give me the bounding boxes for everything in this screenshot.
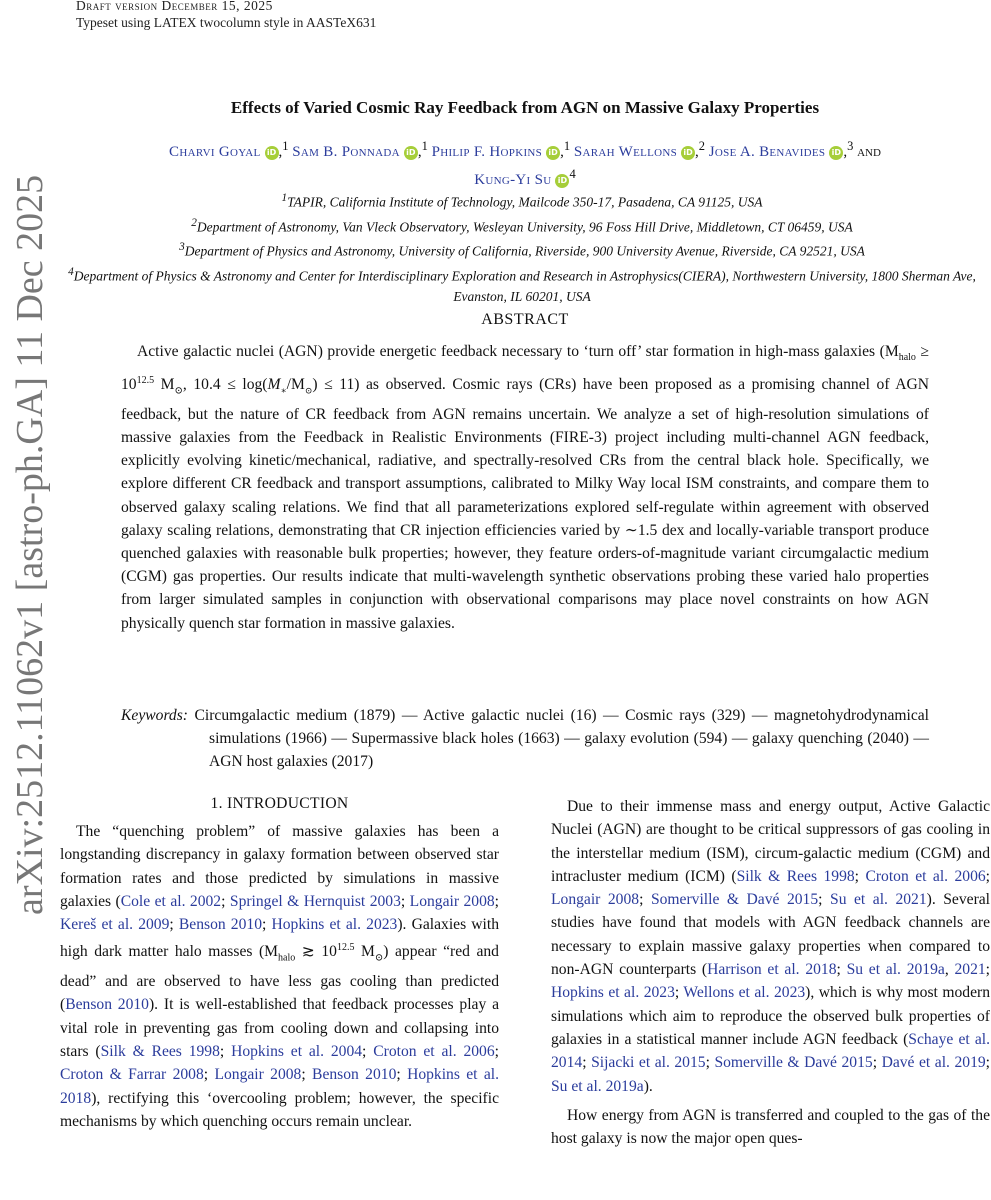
affiliation: $^4$Department of Physics & Astronomy and Center for Interdisciplinary Exploration and Research in Astrophysics(CIERA), Northwestern University, 1800 Sherman Ave, Evanston, IL 60201, USA xyxy=(68,265,976,304)
citation-link[interactable]: Benson 2010 xyxy=(178,916,262,934)
left-column xyxy=(60,820,499,1133)
citation-link[interactable]: Croton & Farrar 2008 xyxy=(60,1066,204,1084)
citation-link[interactable]: Kereš et al. 2009 xyxy=(60,916,170,934)
citation-link[interactable]: Su et al. 2021 xyxy=(830,891,927,909)
citation-link[interactable]: Su et al. 2019a xyxy=(846,961,945,979)
keywords xyxy=(121,704,929,773)
citation-link[interactable]: Hopkins et al. 2023 xyxy=(551,984,675,1002)
citation-link[interactable]: Harrison et al. 2018 xyxy=(707,961,837,979)
citation-link[interactable]: Silk & Rees 1998 xyxy=(736,867,855,885)
affiliations xyxy=(52,188,991,307)
citation-link[interactable]: Silk & Rees 1998 xyxy=(100,1042,220,1060)
citation-link[interactable]: Cole et al. 2002 xyxy=(120,892,222,910)
author[interactable]: Sarah Wellons iD ,$^2$ xyxy=(573,139,706,160)
paragraph: The “quenching problem” of massive galaxies has been a longstanding discrepancy in galaxy formation between observed star formation rates and those predicted by simulations in massive galaxies (Cole et al. 2002; Springel & Hernquist 2003; Longair 2008; Kereš et al. 2009; Benson 2010; Hopkins et al. 2023). Galaxies with high dark matter halo masses ($M_{halo}$ ≳ $10^{12.5}$ $M_⊙$) appear “red and dead” and are observed to have less gas cooling than predicted (Benson 2010). It is well-established that feedback processes play a vital role in preventing gas from cooling down and collapsing into stars (Silk & Rees 1998; Hopkins et al. 2004; Croton et al. 2006; Croton & Farrar 2008; Longair 2008; Benson 2010; Hopkins et al. 2018), rectifying this ‘overcooling problem; however, the specific mechanisms by which quenching occurs remain unclear. xyxy=(60,823,500,1130)
draft-line: Draft version December 15, 2025 xyxy=(76,0,273,13)
section-heading-introduction: 1. INTRODUCTION xyxy=(210,795,349,812)
citation-link[interactable]: Croton et al. 2006 xyxy=(373,1042,495,1060)
abstract-text: Active galactic nuclei (AGN) provide energetic feedback necessary to ‘turn off’ star formation in high-mass galaxies ($M_{halo} \ge 10^{12.5}$ $M_⊙$, $10.4 \le \log(M_∗/M_⊙) \le 11$) as observed. Cosmic rays (CRs) have been proposed as a promising channel of AGN feedback, but the nature of CR feedback from AGN remains uncertain. We analyze a set of high-resolution simulations of massive galaxies from the Feedback in Realistic Environments (FIRE-3) project including multi-channel AGN feedback, explicitly evolving kinetic/mechanical, radiative, and spectrally-resolved CRs from the central black hole. Specifically, we explore different CR feedback and transport assumptions, calibrated to Milky Way local ISM constraints, and compare them to observed galaxy scaling relations. We find that all parameterizations explored self-regulate within agreement with observed galaxy scaling relations, demonstrating that CR injection efficiencies varied by ∼1.5 dex and locally-variable transport produce quenched galaxies with reasonable bulk properties; however, they feature orders-of-magnitude variant circumgalactic medium (CGM) gas properties. Our results indicate that multi-wavelength synthetic observations probing these varied halo properties from larger simulated samples in conjunction with observational comparisons may place novel constraints on how AGN physically quench star formation in massive galaxies. xyxy=(121,343,930,632)
paper-title: Effects of Varied Cosmic Ray Feedback from AGN on Massive Galaxy Properties xyxy=(230,98,820,117)
citation-link[interactable]: Benson 2010 xyxy=(312,1066,397,1084)
citation-link[interactable]: Somerville & Davé 2015 xyxy=(650,891,819,909)
citation-link[interactable]: Longair 2008 xyxy=(551,891,640,909)
orcid-icon[interactable]: iD xyxy=(404,146,418,160)
paragraph: How energy from AGN is transferred and coupled to the gas of the host galaxy is now the major open ques- xyxy=(551,1106,990,1148)
citation-link[interactable]: Su et al. 2019a xyxy=(551,1077,644,1095)
citation-link[interactable]: Somerville & Davé 2015 xyxy=(714,1054,873,1072)
paragraph: Due to their immense mass and energy output, Active Galactic Nuclei (AGN) are thought to be critical suppressors of gas cooling in the interstellar medium (ISM), circum-galactic medium (CGM) and intracluster medium (ICM) (Silk & Rees 1998; Croton et al. 2006; Longair 2008; Somerville & Davé 2015; Su et al. 2021). Several studies have found that models with AGN feedback channels are necessary to explain massive galaxy properties when compared to non-AGN counterparts (Harrison et al. 2018; Su et al. 2019a, 2021; Hopkins et al. 2023; Wellons et al. 2023), which is why most modern simulations which aim to reproduce the observed bulk properties of galaxies in a statistical manner include AGN feedback (Schaye et al. 2014; Sijacki et al. 2015; Somerville & Davé 2015; Davé et al. 2019; Su et al. 2019a). xyxy=(551,798,991,1095)
author[interactable]: Philip F. Hopkins iD ,$^1$ xyxy=(431,139,571,160)
citation-link[interactable]: Croton et al. 2006 xyxy=(865,867,986,885)
citation-link[interactable]: Schaye et al. 2014 xyxy=(551,1030,990,1072)
citation-link[interactable]: Wellons et al. 2023 xyxy=(683,984,806,1002)
running-header xyxy=(76,0,376,31)
orcid-icon[interactable]: iD xyxy=(546,146,560,160)
abstract-heading: ABSTRACT xyxy=(481,311,569,328)
citation-link[interactable]: Benson 2010 xyxy=(65,996,149,1014)
orcid-icon[interactable]: iD xyxy=(681,146,695,160)
author[interactable]: Sam B. Ponnada iD ,$^1$ xyxy=(292,139,428,160)
citation-link[interactable]: Hopkins et al. 2023 xyxy=(271,916,398,934)
citation-link[interactable]: Hopkins et al. 2018 xyxy=(60,1066,500,1107)
orcid-icon[interactable]: iD xyxy=(265,146,279,160)
keywords-list: Circumgalactic medium (1879) — Active galactic nuclei (16) — Cosmic rays (329) — magnetohydrodynamical simulations (1966) — Supermassive black holes (1663) — galaxy evolution (594) — galaxy quenching (2040) — AGN host galaxies (2017) xyxy=(194,707,929,770)
citation-link[interactable]: 2021 xyxy=(954,961,986,979)
citation-link[interactable]: Longair 2008 xyxy=(214,1066,302,1084)
citation-link[interactable]: Davé et al. 2019 xyxy=(881,1054,986,1072)
arxiv-sidebar-stamp: arXiv:2512.11062v1 [astro-ph.GA] 11 Dec 2025 xyxy=(9,174,51,915)
author[interactable]: Jose A. Benavides iD ,$^3$ xyxy=(708,139,854,160)
citation-link[interactable]: Longair 2008 xyxy=(409,892,495,910)
affiliation: $^2$Department of Astronomy, Van Vleck Observatory, Wesleyan University, 96 Foss Hill Drive, Middletown, CT 06459, USA xyxy=(191,216,853,234)
orcid-icon[interactable]: iD xyxy=(829,146,843,160)
citation-link[interactable]: Springel & Hernquist 2003 xyxy=(229,892,401,910)
affiliation: $^1$TAPIR, California Institute of Technology, Mailcode 350-17, Pasadena, CA 91125, USA xyxy=(281,192,763,210)
typeset-line: Typeset using LATEX twocolumn style in AASTeX631 xyxy=(76,15,377,30)
orcid-icon[interactable]: iD xyxy=(555,174,569,188)
affiliation: $^3$Department of Physics and Astronomy, University of California, Riverside, 900 University Avenue, Riverside, CA 92521, USA xyxy=(179,241,865,259)
right-column xyxy=(551,795,990,1150)
author[interactable]: Kung-Yi Su iD $^4$ xyxy=(474,167,576,188)
author[interactable]: Charvi Goyal iD ,$^1$ xyxy=(169,139,289,160)
citation-link[interactable]: Hopkins et al. 2004 xyxy=(231,1042,363,1060)
keywords-label: Keywords: xyxy=(121,707,188,724)
citation-link[interactable]: Sijacki et al. 2015 xyxy=(591,1054,706,1072)
author-conjunction: and xyxy=(857,144,881,160)
author-list xyxy=(60,135,990,191)
